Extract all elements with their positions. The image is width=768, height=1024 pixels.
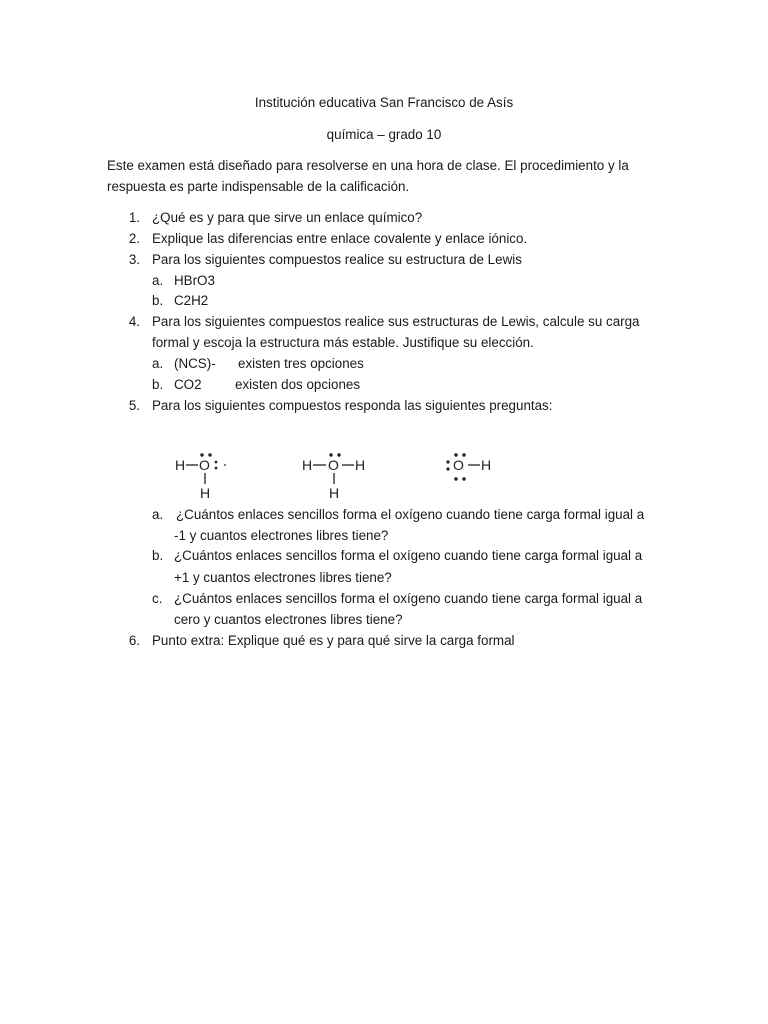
s1-oxygen: O: [199, 457, 210, 473]
s2-dot: [329, 453, 332, 456]
s2-h-left: H: [302, 457, 313, 473]
q5b-line-2: +1 y cuantos electrones libres tiene?: [174, 570, 392, 585]
q5c-line-1: ¿Cuántos enlaces sencillos forma el oxígeno cuando tiene carga formal igual a: [174, 591, 643, 606]
s1-dot: [224, 464, 226, 466]
q5c-label: c.: [152, 591, 163, 606]
q5b-line-1: ¿Cuántos enlaces sencillos forma el oxígeno cuando tiene carga formal igual a: [174, 548, 643, 563]
q5c-line-2: cero y cuantos electrones libres tiene?: [174, 612, 403, 627]
s3-dot: [446, 467, 449, 470]
q4-number: 4.: [128, 314, 140, 329]
s1-h-left: H: [175, 457, 186, 473]
q4a-label: a.: [152, 356, 164, 371]
s3-h-right: H: [481, 457, 492, 473]
s1-dot: [208, 453, 211, 456]
s3-oxygen: O: [453, 457, 464, 473]
q6-text: Punto extra: Explique qué es y para qué sirve la carga formal: [152, 633, 515, 648]
s1-dot: [215, 461, 218, 464]
s3-dot: [446, 460, 449, 463]
lewis-structure-3: [446, 453, 491, 480]
s3-dot: [454, 477, 457, 480]
subject-subtitle: química – grado 10: [326, 127, 442, 142]
intro-line-2: respuesta es parte indispensable de la calificación.: [107, 179, 410, 194]
q1-text: ¿Qué es y para que sirve un enlace químico?: [152, 210, 423, 225]
q4b-compound: CO2: [174, 377, 202, 392]
q5b-label: b.: [152, 548, 164, 563]
q2-number: 2.: [128, 231, 140, 246]
q6-number: 6.: [128, 633, 140, 648]
q3-number: 3.: [128, 252, 140, 267]
q4-line-1: Para los siguientes compuestos realice sus estructuras de Lewis, calcule su carga: [152, 314, 640, 329]
s2-dot: [337, 453, 340, 456]
q4b-note: existen dos opciones: [235, 377, 361, 392]
q4a-compound: (NCS)-: [174, 356, 216, 371]
institution-title: Institución educativa San Francisco de Asís: [254, 95, 514, 110]
q3b-text: C2H2: [174, 293, 209, 308]
q2-text: Explique las diferencias entre enlace covalente y enlace iónico.: [152, 231, 528, 246]
q4a-note: existen tres opciones: [238, 356, 364, 371]
q5a-label: a.: [152, 507, 164, 522]
q5-text: Para los siguientes compuestos responda las siguientes preguntas:: [152, 398, 553, 413]
s1-dot: [200, 453, 203, 456]
s2-h-right: H: [355, 457, 366, 473]
s1-h-bottom: H: [200, 485, 211, 501]
intro-line-1: Este examen está diseñado para resolverse en una hora de clase. El procedimiento y la: [107, 158, 629, 173]
q4-line-2: formal y escoja la estructura más estable. Justifique su elección.: [152, 335, 534, 350]
q5-number: 5.: [128, 398, 140, 413]
q1-number: 1.: [128, 210, 140, 225]
q3a-text: HBrO3: [174, 273, 215, 288]
q5a-line-2: -1 y cuantos electrones libres tiene?: [174, 528, 389, 543]
q5a-line-1: ¿Cuántos enlaces sencillos forma el oxígeno cuando tiene carga formal igual a: [176, 507, 645, 522]
s1-dot: [215, 467, 218, 470]
q3a-label: a.: [152, 273, 164, 288]
lewis-structure-2: [302, 453, 365, 501]
s2-h-bottom: H: [329, 485, 340, 501]
q3b-label: b.: [152, 293, 164, 308]
q4b-label: b.: [152, 377, 164, 392]
s3-dot: [462, 477, 465, 480]
s2-oxygen: O: [328, 457, 339, 473]
q3-text: Para los siguientes compuestos realice su estructura de Lewis: [152, 252, 522, 267]
lewis-structure-1: [175, 453, 226, 501]
